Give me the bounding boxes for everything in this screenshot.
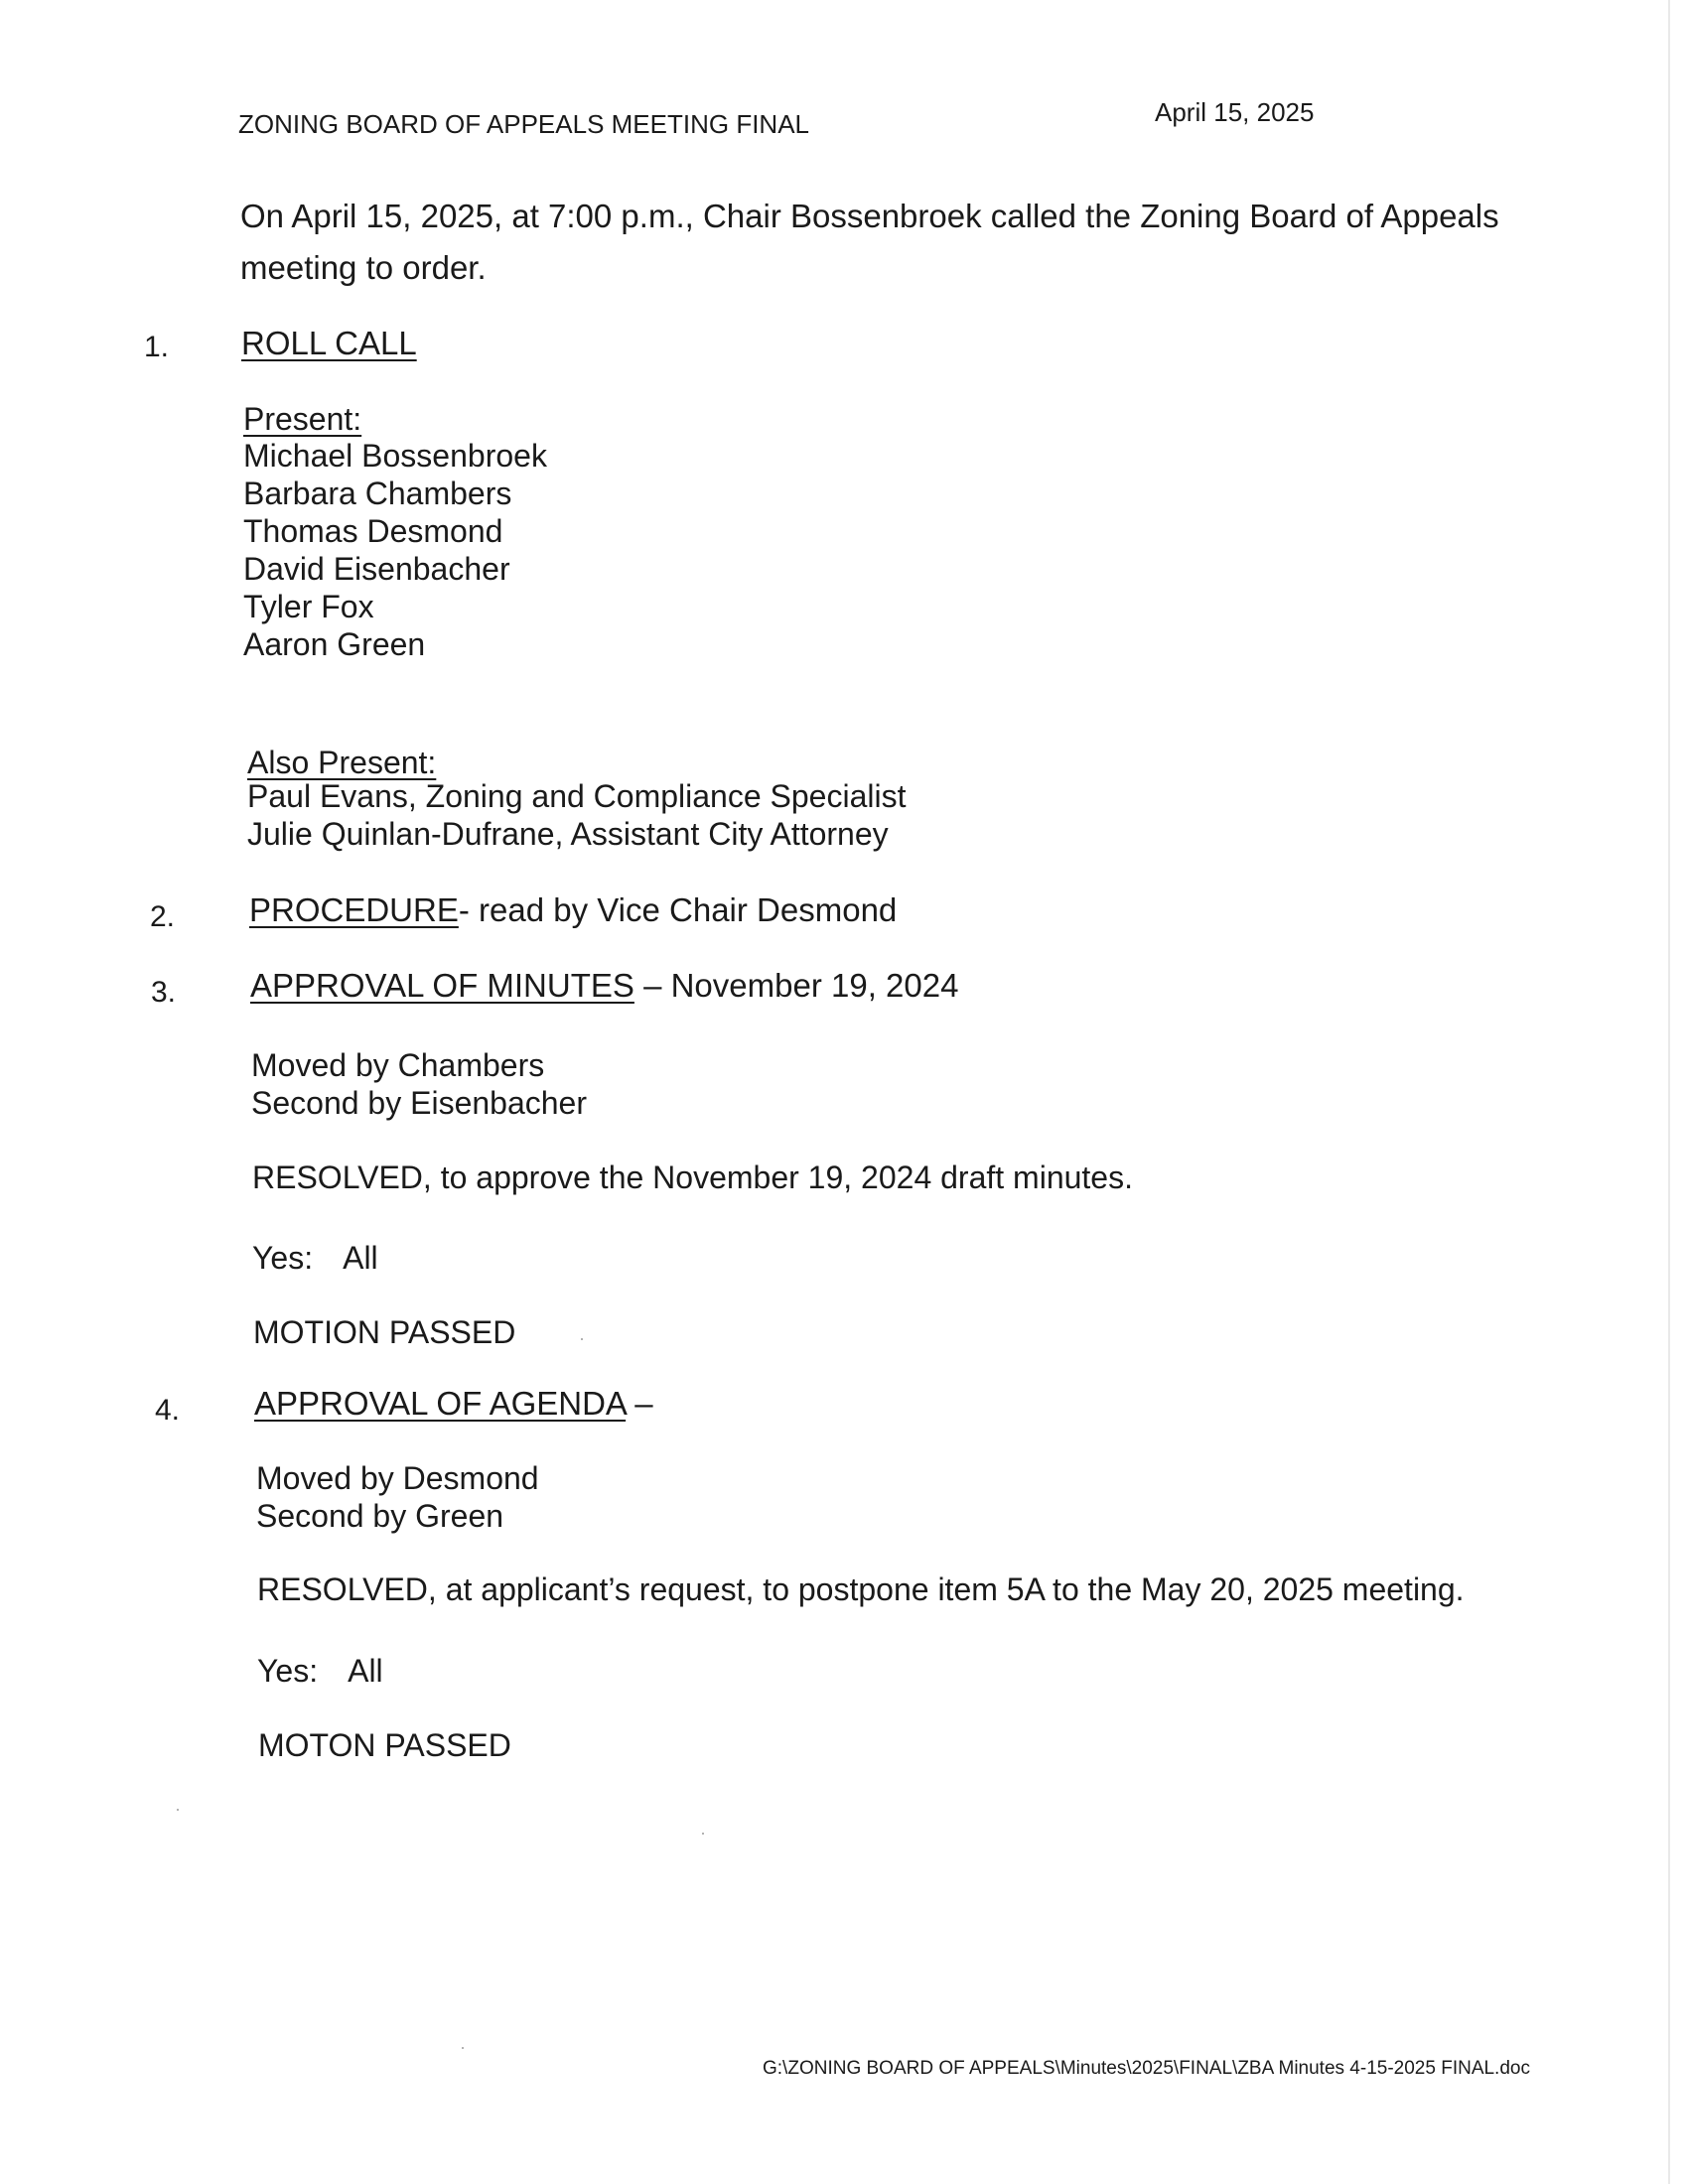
agenda-yes-value: All [348, 1653, 383, 1689]
agenda-motion-block [256, 1459, 539, 1535]
section-4-number: 4. [155, 1394, 181, 1427]
section-4-heading: APPROVAL OF AGENDA [254, 1385, 627, 1422]
present-member: Michael Bossenbroek [243, 438, 547, 474]
minutes-yes-value: All [343, 1240, 378, 1276]
section-4-suffix: – [626, 1385, 653, 1422]
present-label: Present: [243, 401, 362, 437]
minutes-yes-label: Yes: [252, 1240, 314, 1276]
agenda-vote [257, 1652, 383, 1690]
also-present-list [247, 777, 906, 853]
scan-edge-line [1668, 0, 1670, 2184]
minutes-motion-block [251, 1046, 587, 1122]
document-header-date: April 15, 2025 [1155, 97, 1315, 127]
intro-paragraph: On April 15, 2025, at 7:00 p.m., Chair Bossenbroek called the Zoning Board of Appeals meeting to order. [240, 198, 1499, 286]
present-list [243, 437, 547, 663]
section-1-number: 1. [144, 331, 170, 363]
section-1-heading: ROLL CALL [241, 325, 417, 361]
agenda-second-by: Second by Green [256, 1498, 504, 1534]
agenda-resolution: RESOLVED, at applicant’s request, to postpone item 5A to the May 20, 2025 meeting. [257, 1571, 1465, 1607]
present-member: Tyler Fox [243, 589, 374, 624]
agenda-yes-label: Yes: [257, 1653, 319, 1689]
minutes-second-by: Second by Eisenbacher [251, 1085, 587, 1121]
section-2-heading: PROCEDURE [249, 891, 459, 928]
section-2-line [249, 891, 897, 929]
section-3-line [250, 967, 958, 1005]
also-present-member: Paul Evans, Zoning and Compliance Specialist [247, 778, 907, 814]
footer-file-path: G:\ZONING BOARD OF APPEALS\Minutes\2025\FINAL\ZBA Minutes 4-15-2025 FINAL.doc [763, 2058, 1530, 2079]
present-member: David Eisenbacher [243, 551, 510, 587]
present-member: Barbara Chambers [243, 476, 512, 511]
present-member: Thomas Desmond [243, 513, 503, 549]
scan-speck [581, 1338, 583, 1340]
minutes-resolution: RESOLVED, to approve the November 19, 2024 draft minutes. [252, 1160, 1133, 1195]
also-present-label: Also Present: [247, 745, 437, 780]
minutes-motion-result: MOTION PASSED [253, 1314, 516, 1350]
document-header-title: ZONING BOARD OF APPEALS MEETING FINAL [238, 109, 809, 139]
minutes-moved-by: Moved by Chambers [251, 1047, 545, 1083]
section-4-line [254, 1385, 653, 1423]
section-2-number: 2. [150, 900, 176, 933]
scan-speck [462, 2047, 464, 2049]
agenda-moved-by: Moved by Desmond [256, 1460, 539, 1496]
section-2-suffix: - read by Vice Chair Desmond [458, 891, 898, 928]
present-member: Aaron Green [243, 626, 426, 662]
section-3-number: 3. [151, 976, 177, 1009]
scan-speck [177, 1809, 179, 1811]
scan-speck [702, 1833, 704, 1835]
also-present-member: Julie Quinlan-Dufrane, Assistant City Attorney [247, 816, 889, 852]
agenda-motion-result: MOTON PASSED [258, 1727, 511, 1763]
minutes-vote [252, 1239, 378, 1277]
section-3-suffix: – November 19, 2024 [633, 967, 959, 1004]
section-3-heading: APPROVAL OF MINUTES [250, 967, 634, 1004]
